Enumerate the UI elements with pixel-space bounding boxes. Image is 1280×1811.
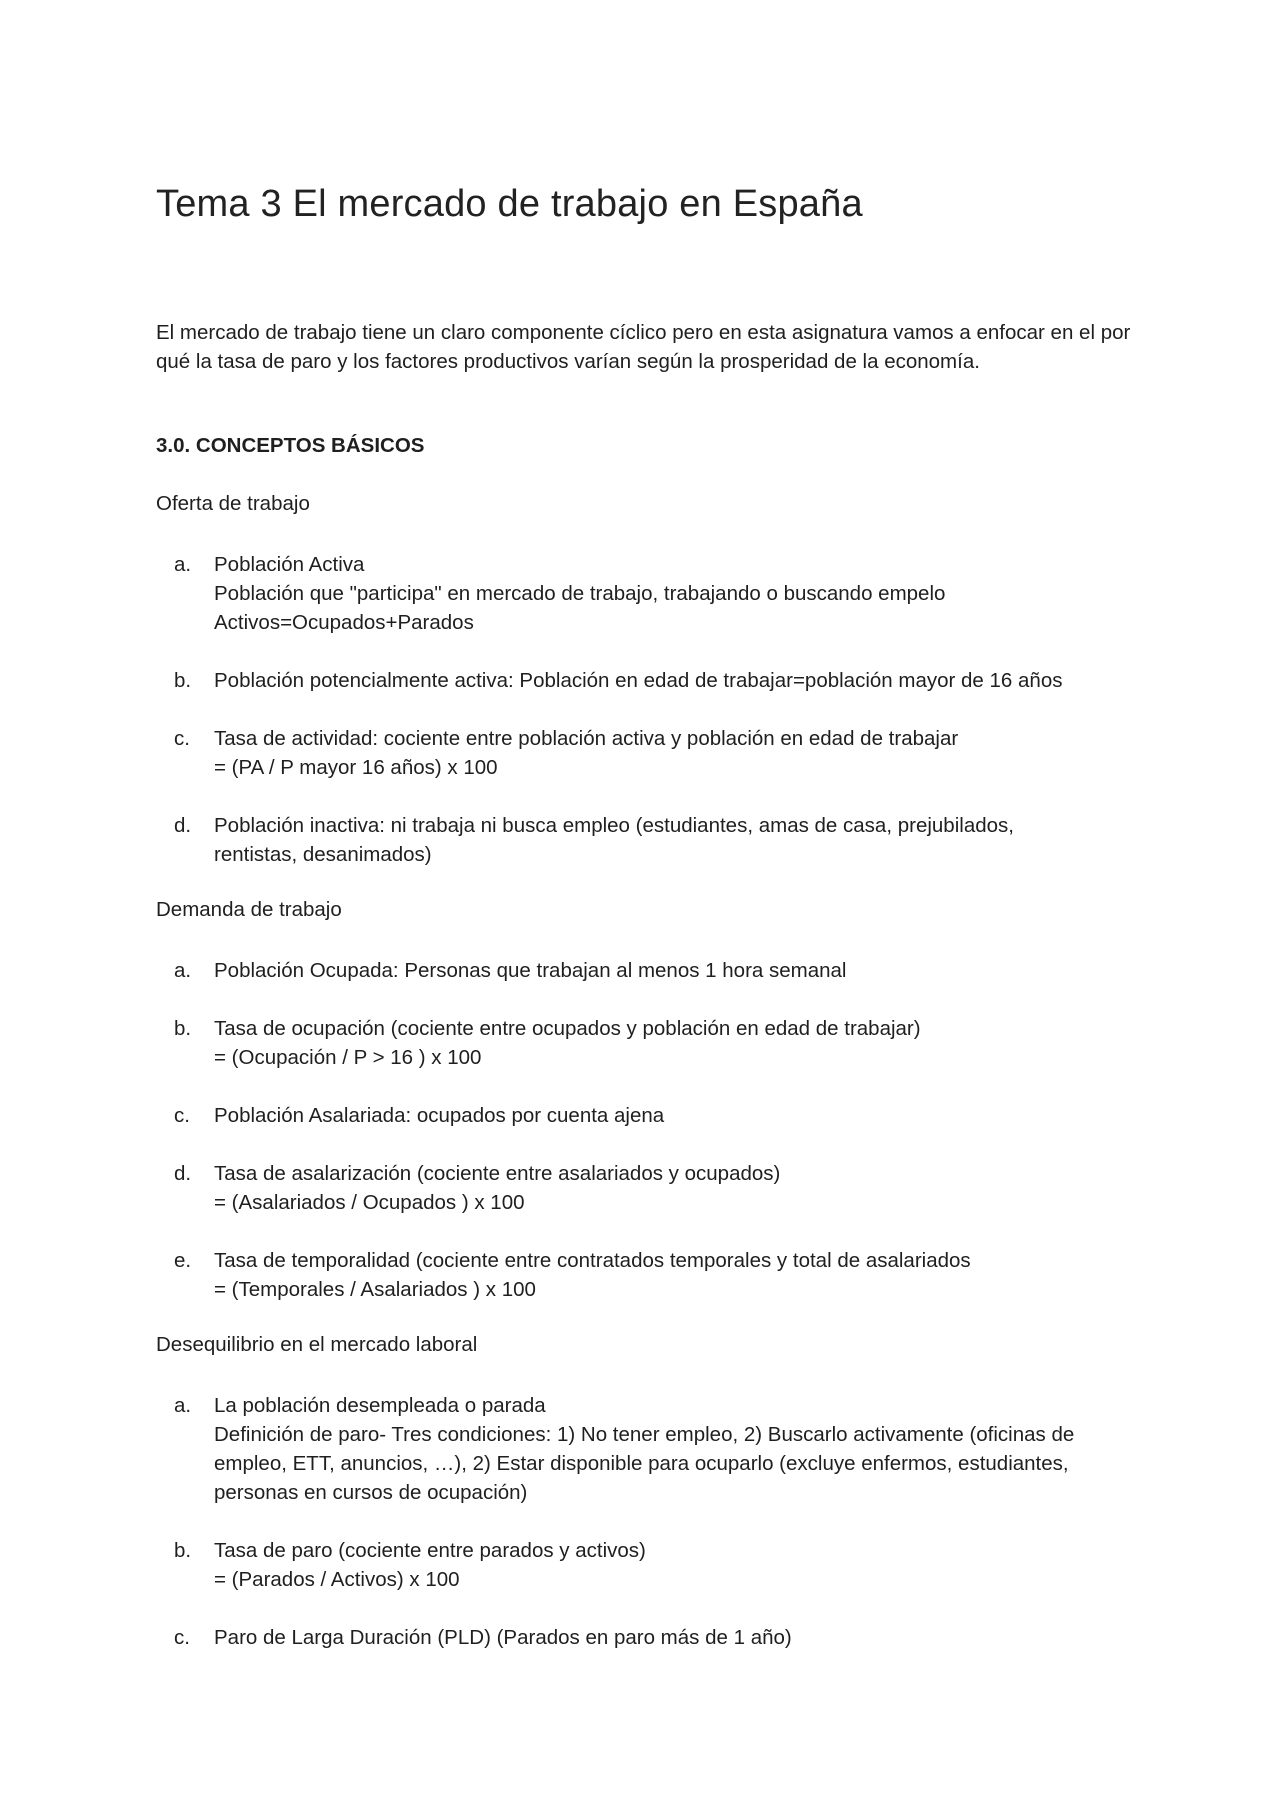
group-heading-oferta: Oferta de trabajo	[156, 492, 310, 515]
item-line: Tasa de actividad: cociente entre población activa y población en edad de trabajar	[214, 727, 959, 750]
item-line: Tasa de asalarización (cociente entre asalariados y ocupados)	[214, 1162, 781, 1185]
item-line: Tasa de ocupación (cociente entre ocupados y población en edad de trabajar)	[214, 1017, 921, 1040]
page-title: Tema 3 El mercado de trabajo en España	[156, 183, 863, 225]
list-marker: a.	[174, 553, 192, 576]
item-line: = (Temporales / Asalariados ) x 100	[214, 1278, 536, 1301]
list-marker: c.	[174, 1104, 190, 1127]
item-line: Tasa de temporalidad (cociente entre contratados temporales y total de asalariados	[214, 1249, 971, 1272]
item-line: = (Ocupación / P > 16 ) x 100	[214, 1046, 482, 1069]
item-line: personas en cursos de ocupación)	[214, 1481, 528, 1504]
item-line: La población desempleada o parada	[214, 1394, 546, 1417]
item-line: Población Activa	[214, 553, 365, 576]
list-marker: b.	[174, 669, 192, 692]
item-line: Población potencialmente activa: Población en edad de trabajar=población mayor de 16 años	[214, 669, 1063, 692]
list-marker: b.	[174, 1017, 192, 1040]
group-heading-desequilibrio: Desequilibrio en el mercado laboral	[156, 1333, 478, 1356]
list-marker: c.	[174, 727, 190, 750]
list-marker: a.	[174, 1394, 192, 1417]
list-marker: a.	[174, 959, 192, 982]
item-line: = (Asalariados / Ocupados ) x 100	[214, 1191, 525, 1214]
section-heading: 3.0. CONCEPTOS BÁSICOS	[156, 434, 425, 457]
item-line: Población Ocupada: Personas que trabajan al menos 1 hora semanal	[214, 959, 847, 982]
item-line: Población inactiva: ni trabaja ni busca empleo (estudiantes, amas de casa, prejubilados,	[214, 814, 1014, 837]
item-line: rentistas, desanimados)	[214, 843, 432, 866]
list-marker: e.	[174, 1249, 192, 1272]
intro-paragraph: El mercado de trabajo tiene un claro componente cíclico pero en esta asignatura vamos a enfocar en el por qué la tasa de paro y los factores productivos varían según la prosperidad de la economía.	[156, 321, 1131, 373]
item-line: Población Asalariada: ocupados por cuenta ajena	[214, 1104, 665, 1127]
item-line: Tasa de paro (cociente entre parados y activos)	[214, 1539, 646, 1562]
item-line: Paro de Larga Duración (PLD) (Parados en paro más de 1 año)	[214, 1626, 792, 1649]
item-line: = (Parados / Activos) x 100	[214, 1568, 460, 1591]
group-heading-demanda: Demanda de trabajo	[156, 898, 342, 921]
item-line: = (PA / P mayor 16 años) x 100	[214, 756, 498, 779]
item-line: Activos=Ocupados+Parados	[214, 611, 474, 634]
item-line: Población que "participa" en mercado de trabajo, trabajando o buscando empelo	[214, 582, 946, 605]
list-marker: d.	[174, 814, 192, 837]
item-line: Definición de paro- Tres condiciones: 1) No tener empleo, 2) Buscarlo activamente (oficinas de	[214, 1423, 1075, 1446]
list-marker: c.	[174, 1626, 190, 1649]
list-marker: d.	[174, 1162, 192, 1185]
list-marker: b.	[174, 1539, 192, 1562]
item-line: empleo, ETT, anuncios, …), 2) Estar disponible para ocuparlo (excluye enfermos, estudiantes,	[214, 1452, 1069, 1475]
